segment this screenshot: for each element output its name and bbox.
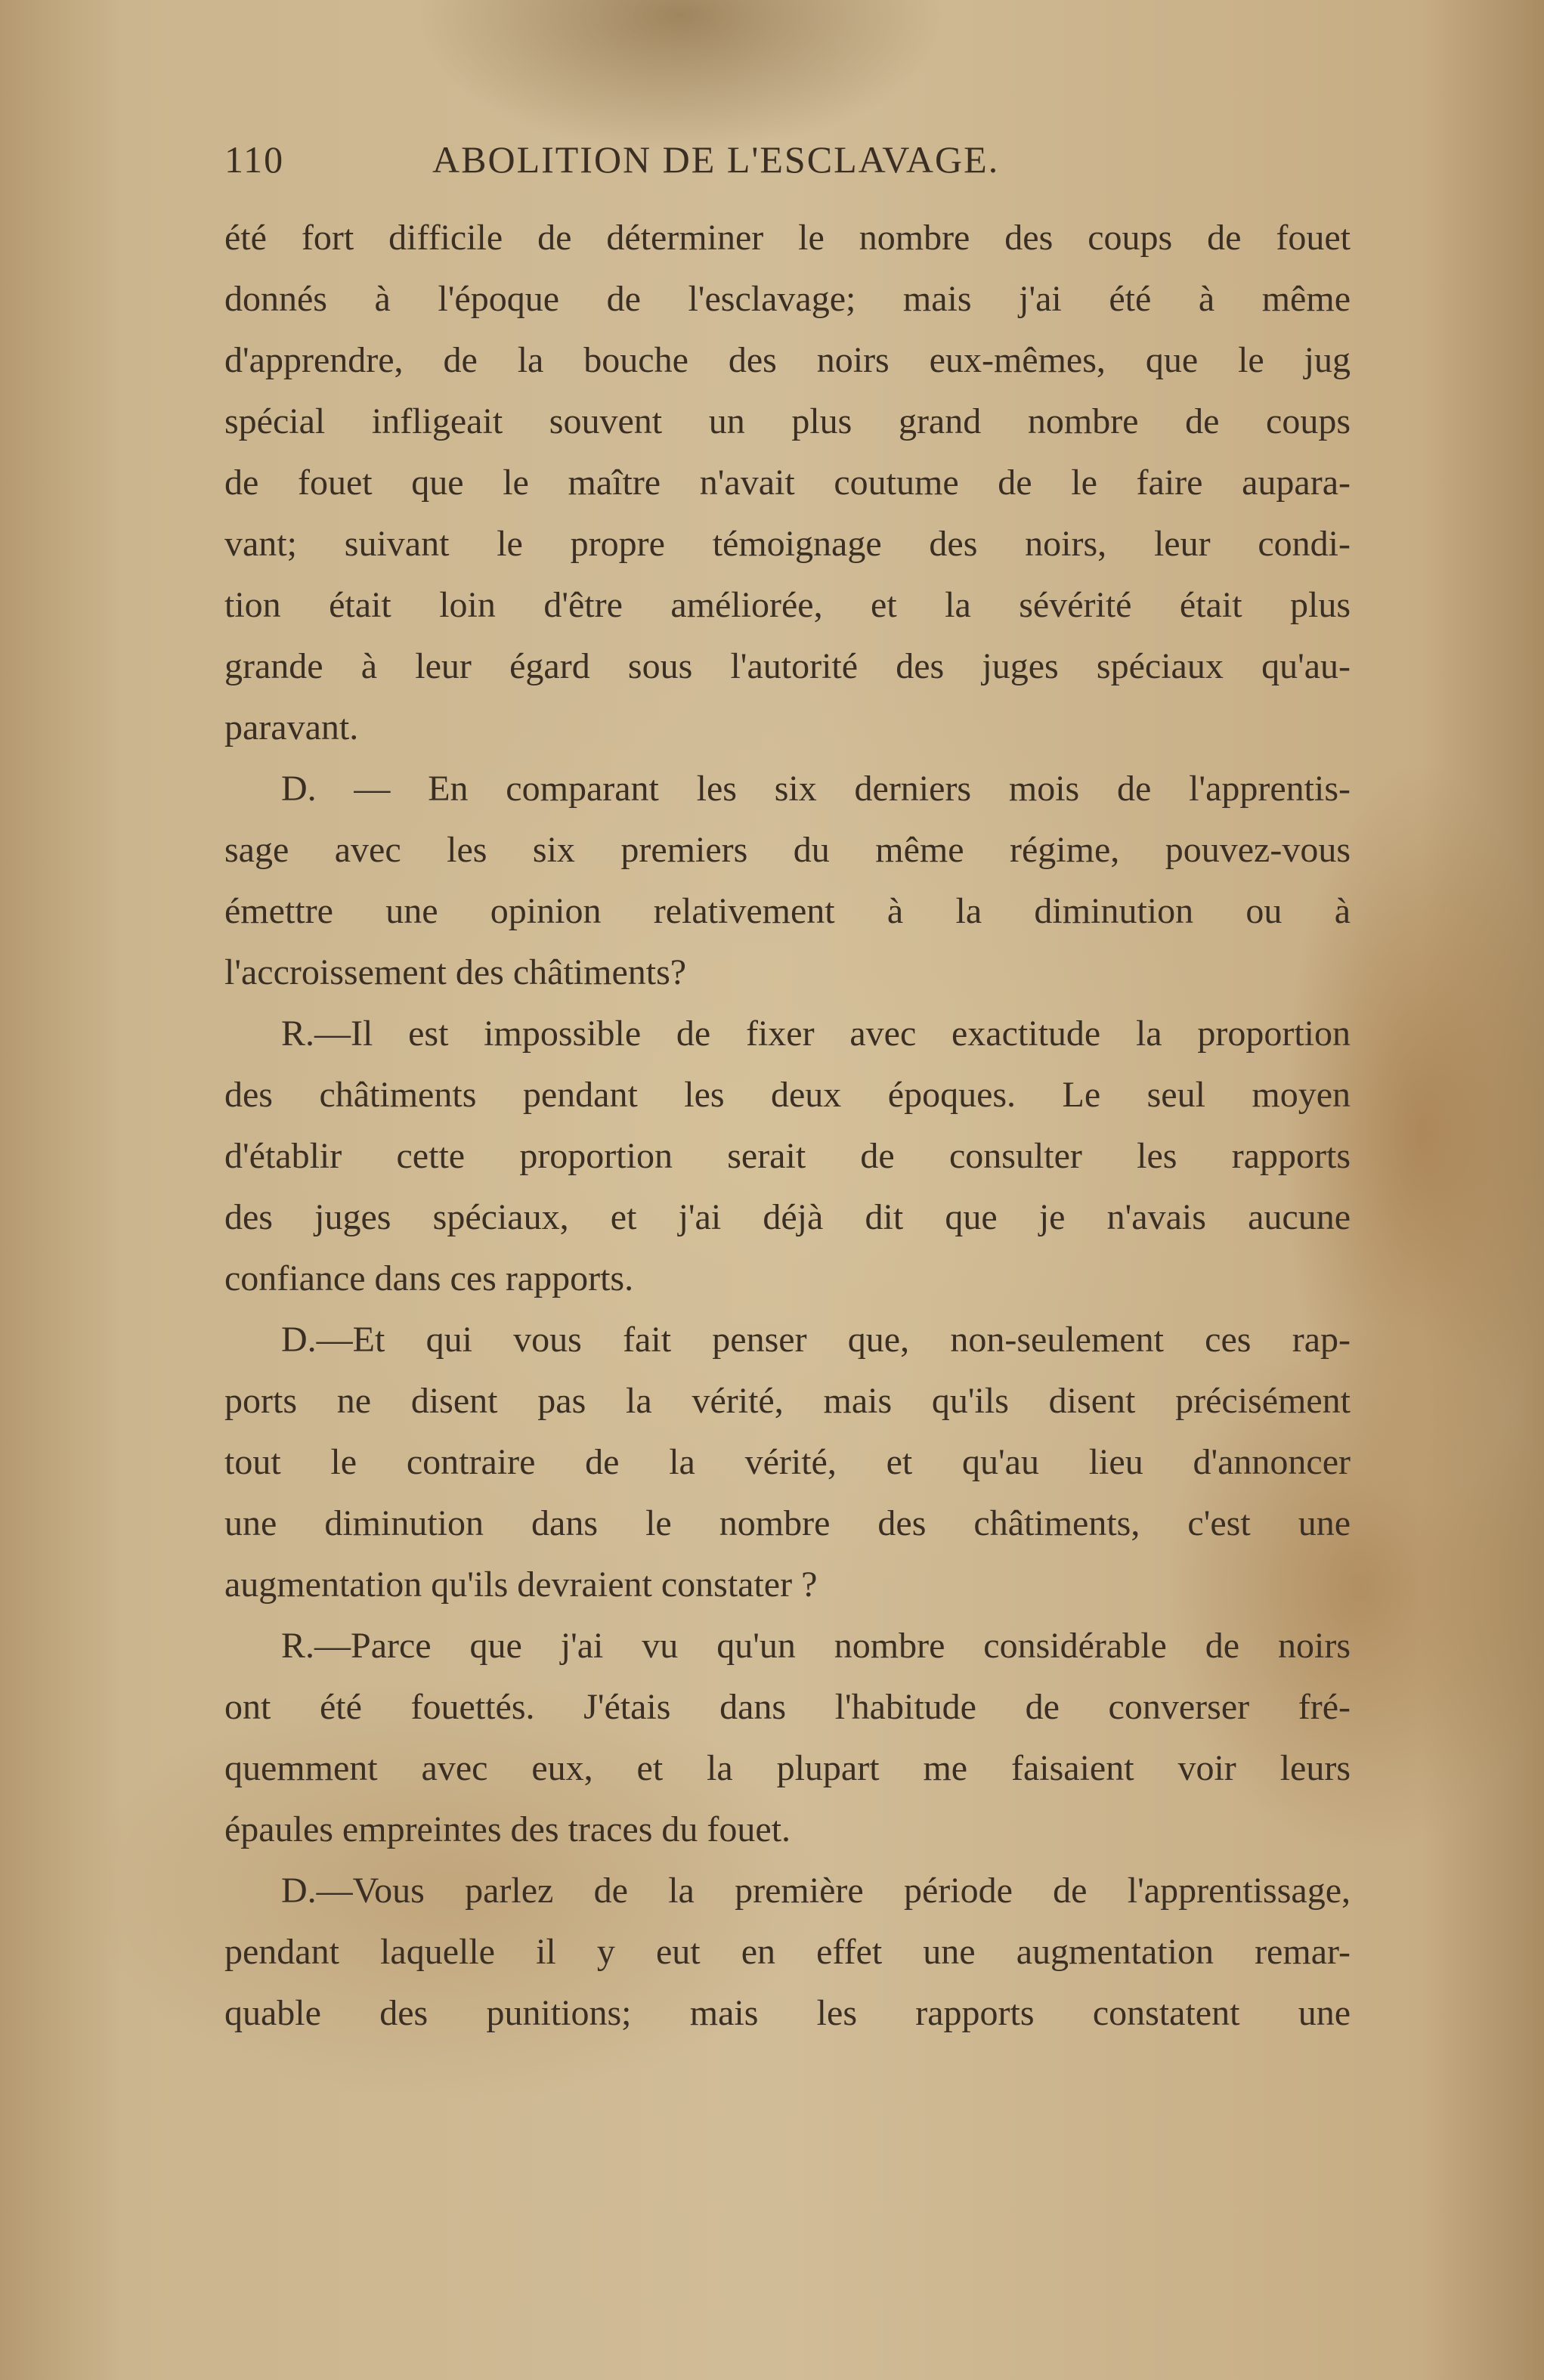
text-line: grande à leur égard sous l'autorité des juges spéciaux qu'au- [224,646,1351,686]
text-line: donnés à l'époque de l'esclavage; mais j'ai été à même [224,279,1351,319]
body-text [224,207,1351,2044]
text-line: émettre une opinion relativement à la diminution ou à [224,891,1351,931]
text-line: quable des punitions; mais les rapports constatent une [224,1993,1351,2033]
text-line: des châtiments pendant les deux époques. Le seul moyen [224,1075,1351,1115]
text-line: sage avec les six premiers du même régime, pouvez-vous [224,830,1351,870]
text-line: augmentation qu'ils devraient constater ? [224,1564,818,1605]
answer-line: R.—Il est impossible de fixer avec exactitude la proportion [281,1014,1351,1054]
text-line: des juges spéciaux, et j'ai déjà dit que je n'avais aucune [224,1197,1351,1237]
text-line: d'apprendre, de la bouche des noirs eux-mêmes, que le jug [224,340,1351,380]
text-line: d'établir cette proportion serait de consulter les rapports [224,1136,1351,1176]
text-line: quemment avec eux, et la plupart me faisaient voir leurs [224,1748,1351,1788]
text-line: été fort difficile de déterminer le nombre des coups de fouet [224,218,1351,258]
text-line: l'accroissement des châtiments? [224,952,687,992]
text-line: tout le contraire de la vérité, et qu'au lieu d'annoncer [224,1442,1351,1482]
running-header [224,138,1351,183]
question-line: D. — En comparant les six derniers mois de l'apprentis- [281,769,1351,809]
text-line: épaules empreintes des traces du fouet. [224,1809,791,1849]
text-line: ports ne disent pas la vérité, mais qu'ils disent précisément [224,1381,1351,1421]
text-line: vant; suivant le propre témoignage des noirs, leur condi- [224,524,1351,564]
text-line: pendant laquelle il y eut en effet une augmentation remar- [224,1932,1351,1972]
text-line: une diminution dans le nombre des châtiments, c'est une [224,1503,1351,1543]
answer-line: R.—Parce que j'ai vu qu'un nombre considérable de noirs [281,1626,1351,1666]
text-line: spécial infligeait souvent un plus grand nombre de coups [224,401,1351,441]
running-title: ABOLITION DE L'ESCLAVAGE. [432,138,1000,181]
text-line: paravant. [224,707,359,747]
page-number: 110 [224,138,285,181]
question-line: D.—Vous parlez de la première période de l'apprentissage, [281,1871,1351,1911]
question-line: D.—Et qui vous fait penser que, non-seulement ces rap- [281,1320,1351,1360]
text-line: de fouet que le maître n'avait coutume de le faire aupara- [224,463,1351,503]
text-line: confiance dans ces rapports. [224,1258,634,1298]
text-line: ont été fouettés. J'étais dans l'habitude de converser fré- [224,1687,1351,1727]
text-line: tion était loin d'être améliorée, et la sévérité était plus [224,585,1351,625]
